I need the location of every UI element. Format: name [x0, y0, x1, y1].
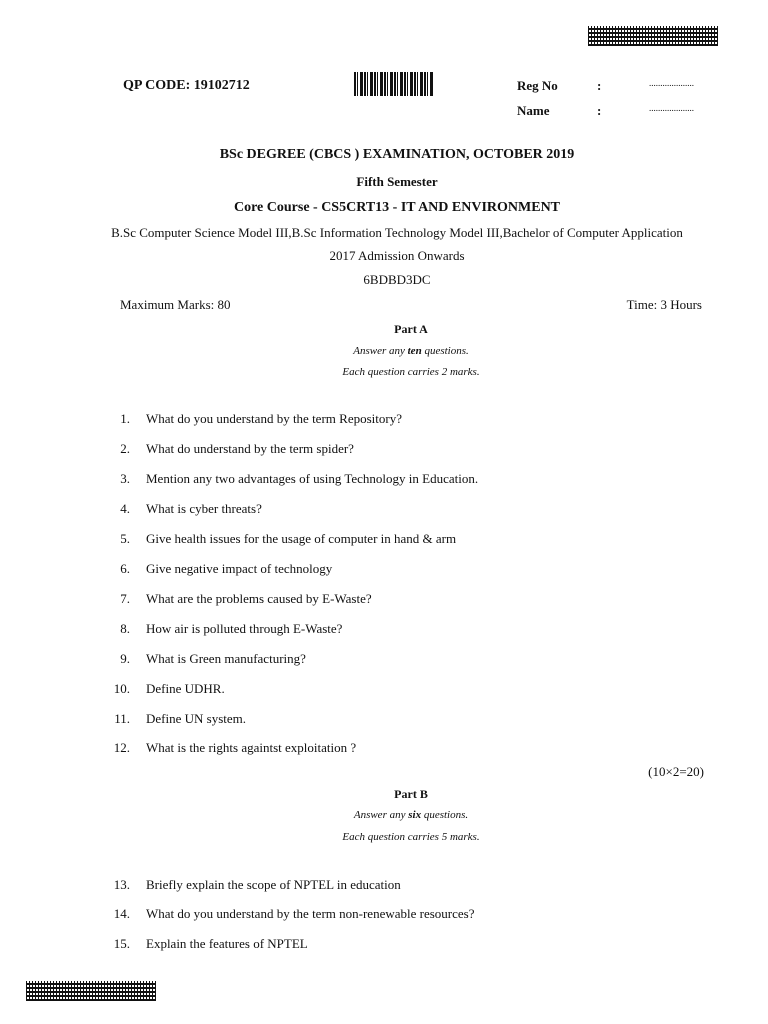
part-b-instruction — [0, 809, 768, 821]
question-number: 8. — [120, 621, 130, 636]
question-number: 1. — [120, 411, 130, 426]
exam-title: BSc DEGREE (CBCS ) EXAMINATION, OCTOBER 2019 — [219, 147, 575, 162]
time-allowed: Time: 3 Hours — [626, 297, 702, 312]
question-text: What do you understand by the term non-renewable resources? — [146, 906, 475, 921]
question-text: What is cyber threats? — [146, 501, 262, 516]
part-b-instr-pre: Answer any — [353, 809, 409, 821]
question-text: What do you understand by the term Repository? — [146, 411, 402, 426]
name-label: Name — [517, 103, 550, 118]
question-text: How air is polluted through E-Waste? — [146, 621, 343, 636]
question-text: What do understand by the term spider? — [146, 441, 354, 456]
question-number: 13. — [113, 877, 130, 892]
question-text: Define UN system. — [146, 711, 247, 726]
admission: 2017 Admission Onwards — [329, 248, 465, 263]
part-a-marks-total: (10×2=20) — [648, 764, 704, 779]
question-text: What is the rights againtst exploitation ? — [146, 740, 357, 755]
part-b-heading: Part B — [394, 787, 428, 801]
name-field[interactable]: .................... — [649, 103, 694, 113]
question-text: Define UDHR. — [146, 681, 225, 696]
part-a-marks-instruction: Each question carries 2 marks. — [342, 366, 480, 378]
part-a-heading: Part A — [394, 322, 428, 336]
name-colon: : — [597, 103, 602, 118]
question-number: 15. — [113, 936, 130, 951]
question-number: 3. — [120, 471, 130, 486]
part-a-instr-count: ten — [407, 345, 422, 357]
question-number: 9. — [120, 651, 130, 666]
part-b-instr-post: questions. — [421, 809, 469, 821]
center-barcode — [354, 72, 434, 96]
part-a-instruction — [0, 345, 768, 357]
bottom-left-barcode — [26, 981, 156, 1001]
question-number: 7. — [120, 591, 130, 606]
reg-no-label: Reg No — [517, 78, 558, 93]
question-text: What are the problems caused by E-Waste? — [146, 591, 372, 606]
question-text: Mention any two advantages of using Technology in Education. — [146, 471, 479, 486]
part-b-instr-count: six — [408, 809, 422, 821]
programmes: B.Sc Computer Science Model III,B.Sc Information Technology Model III,Bachelor of Computer Application — [111, 225, 683, 240]
reg-no-field[interactable]: .................... — [649, 78, 694, 88]
question-text: What is Green manufacturing? — [146, 651, 306, 666]
question-number: 6. — [120, 561, 130, 576]
question-text: Briefly explain the scope of NPTEL in education — [146, 877, 401, 892]
question-number: 11. — [114, 711, 130, 726]
semester: Fifth Semester — [356, 174, 438, 189]
question-number: 4. — [120, 501, 130, 516]
question-number: 12. — [113, 740, 130, 755]
question-number: 2. — [120, 441, 130, 456]
reg-no-colon: : — [597, 78, 602, 93]
maximum-marks: Maximum Marks: 80 — [120, 297, 231, 312]
part-b-marks-instruction: Each question carries 5 marks. — [342, 831, 480, 843]
question-text: Give negative impact of technology — [146, 561, 333, 576]
paper-code: 6BDBD3DC — [363, 272, 431, 287]
question-number: 5. — [120, 531, 130, 546]
question-number: 14. — [113, 906, 130, 921]
top-right-barcode — [588, 26, 718, 46]
qp-code: QP CODE: 19102712 — [123, 78, 250, 93]
question-text: Explain the features of NPTEL — [146, 936, 308, 951]
part-a-instr-pre: Answer any — [353, 345, 408, 357]
question-number: 10. — [113, 681, 130, 696]
part-a-instr-post: questions. — [421, 345, 469, 357]
course-title: Core Course - CS5CRT13 - IT AND ENVIRONMENT — [233, 200, 561, 215]
question-text: Give health issues for the usage of computer in hand & arm — [146, 531, 457, 546]
